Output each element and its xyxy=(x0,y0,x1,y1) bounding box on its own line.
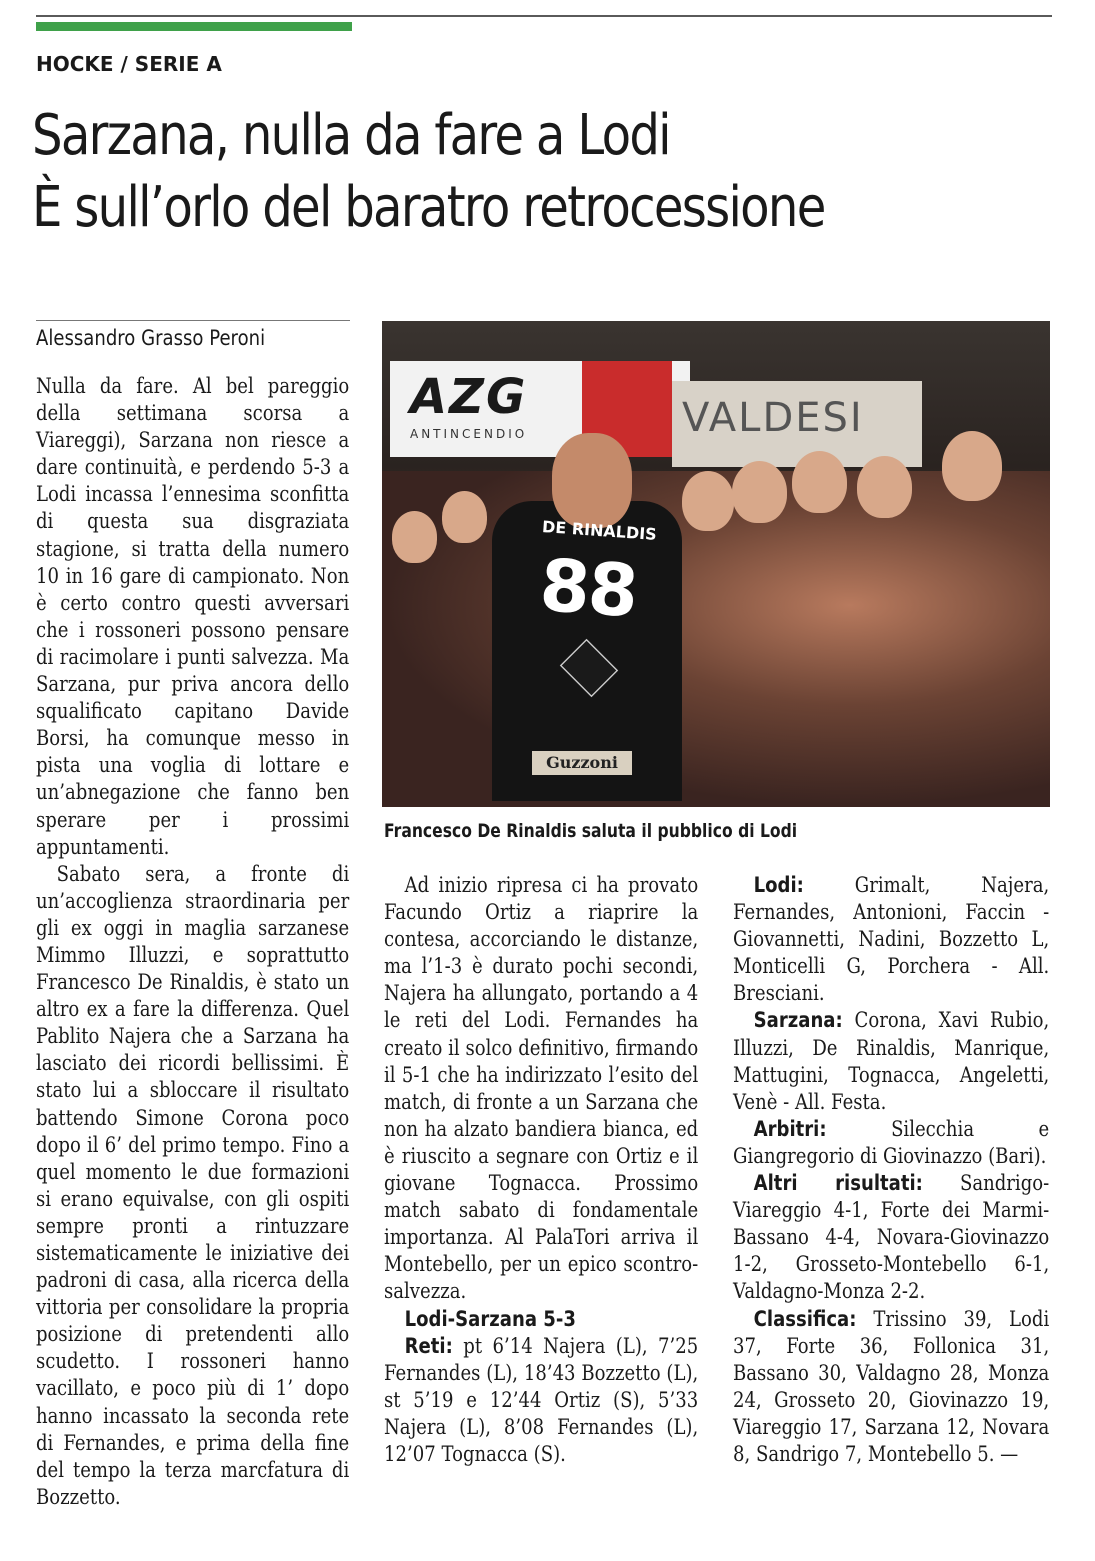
jersey-name: DE RINALDIS xyxy=(541,517,658,544)
lodi-lineup: Grimalt, Najera, Fernandes, Antonioni, Faccin - Giovannetti, Nadini, Bozzetto L, Monticelli G, Porchera - All. Bresciani. xyxy=(733,873,1050,1006)
article-column-3 xyxy=(733,872,1050,1468)
lodi-label: Lodi: xyxy=(753,873,804,897)
azg-subtitle: ANTINCENDIO xyxy=(410,427,528,441)
headline xyxy=(32,100,926,244)
classifica-text: Trissino 39, Lodi 37, Forte 36, Follonica 31, Bassano 30, Valdagno 28, Monza 24, Grosseto 20, Giovinazzo 19, Viareggio 17, Sarzana 12, Novara 8, Sandrigo 7, Montebello 5. — xyxy=(733,1306,1050,1466)
box-match xyxy=(384,1306,698,1333)
box-sarzana xyxy=(733,1007,1049,1115)
article-photo xyxy=(382,321,1050,807)
photo-caption: Francesco De Rinaldis saluta il pubblico di Lodi xyxy=(384,820,798,842)
section-kicker: HOCKE / SERIE A xyxy=(36,52,222,76)
box-reti xyxy=(384,1333,698,1468)
arbitri-text: Silecchia e Giangregorio di Giovinazzo (Bari). xyxy=(733,1116,1050,1168)
sarzana-label: Sarzana: xyxy=(753,1008,843,1033)
child-face xyxy=(682,471,734,531)
player-head xyxy=(552,433,632,528)
jersey-number: 88 xyxy=(537,542,640,634)
altri-text: Sandrigo-Viareggio 4-1, Forte dei Marmi-Bassano 4-4, Novara-Giovinazzo 1-2, Grosseto-Montebello 6-1, Valdagno-Monza 2-2. xyxy=(733,1171,1050,1304)
child-face xyxy=(857,456,912,518)
body-paragraph-2: Sabato sera, a fronte di un’accoglienza straordinaria per gli ex oggi in maglia sarzanese Mimmo Illuzzi, e soprattutto Francesco De Rinaldis, è stato un altro ex a fare la differenza. Quel Pablito Najera che a Sarzana ha lasciato dei ricordi bellissimi. È stato lui a sbloccare il risultato battendo Simone Corona poco dopo il 6’ del primo tempo. Fino a quel momento le due formazioni si erano equivalse, con gli ospiti sempre pronti a rintuzzare sistematicamente le iniziative dei padroni di casa, alla ricerca della vittoria per consolidare la propria posizione di pretendenti allo scudetto. I rossoneri hanno vacillato, e poco più di 1’ dopo hanno incassato la seconda rete di Fernandes, e prima della fine del tempo la terza marcfatura di Bozzetto. xyxy=(36,861,350,1509)
body-paragraph-1: Nulla da fare. Al bel pareggio della settimana scorsa a Viareggi), Sarzana non riesce a dare continuità, e perdendo 5-3 a Lodi incassa l’ennesima sconfitta di questa sua disgraziata stagione, si tratta della numero 10 in 16 gare di campionato. Non è certo contro questi avversari che i rossoneri possono pensare di racimolare i punti salvezza. Ma Sarzana, pur priva ancora dello squalificato capitano Davide Borsi, ha comunque messo in pista una voglia di lottare e un’abnegazione che fanno ben sperare per i prossimi appuntamenti. xyxy=(36,374,350,859)
child-face xyxy=(792,451,847,513)
body-paragraph-3: Ad inizio ripresa ci ha provato Facundo Ortiz a riaprire la contesa, accorciando le distanze, ma l’1-3 è durato pochi secondi, Najera ha allungato, portando a 4 le reti del Lodi. Fernandes ha creato il solco definitivo, firmando il 5-1 che ha indirizzato l’esito del match, di fronte a un Sarzana che non ha alzato bandiera bianca, ed è riuscito a segnare con Ortiz e il giovane Tognacca. Prossimo match sabato di fondamentale importanza. Al PalaTori arriva il Montebello, per un epico scontro-salvezza. xyxy=(384,873,699,1304)
reti-label: Reti: xyxy=(404,1333,453,1358)
sarzana-lineup: Corona, Xavi Rubio, Illuzzi, De Rinaldis, Manrique, Mattugini, Tognacca, Angeletti, Venè - All. Festa. xyxy=(733,1008,1050,1114)
valdesi-logo: VALDESI xyxy=(682,395,864,441)
headline-line-2: È sull’orlo del baratro retrocessione xyxy=(32,175,825,240)
sponsor-banner-valdesi xyxy=(672,381,922,467)
box-classifica xyxy=(733,1306,1049,1469)
section-accent-bar xyxy=(36,22,352,31)
jersey-sponsor-text: Guzzoni xyxy=(532,751,632,775)
child-face xyxy=(942,431,1002,501)
top-rule xyxy=(36,15,1052,17)
child-face xyxy=(732,461,787,523)
altri-label: Altri risultati: xyxy=(753,1171,923,1196)
article-column-2 xyxy=(384,872,699,1468)
child-face xyxy=(392,511,437,563)
byline: Alessandro Grasso Peroni xyxy=(36,326,266,350)
headline-line-1: Sarzana, nulla da fare a Lodi xyxy=(32,103,670,168)
azg-logo: AZG xyxy=(410,369,528,425)
classifica-label: Classifica: xyxy=(753,1306,857,1331)
arbitri-label: Arbitri: xyxy=(753,1116,827,1141)
match-result: Lodi-Sarzana 5-3 xyxy=(404,1306,576,1331)
box-lodi xyxy=(733,872,1049,1007)
box-arbitri xyxy=(733,1116,1049,1170)
reti-text: pt 6’14 Najera (L), 7’25 Fernandes (L), 18’43 Bozzetto (L), st 5’19 e 12’44 Ortiz (S), 5’33 Najera (L), 8’08 Fernandes (L), 12’07 Tognacca (S). xyxy=(384,1333,699,1466)
byline-rule xyxy=(36,320,350,321)
article-column-1 xyxy=(36,373,350,1511)
box-altri xyxy=(733,1170,1049,1305)
child-face xyxy=(442,491,487,543)
body-paragraph-2-start xyxy=(36,861,349,1511)
crowd-of-children xyxy=(382,471,1050,807)
